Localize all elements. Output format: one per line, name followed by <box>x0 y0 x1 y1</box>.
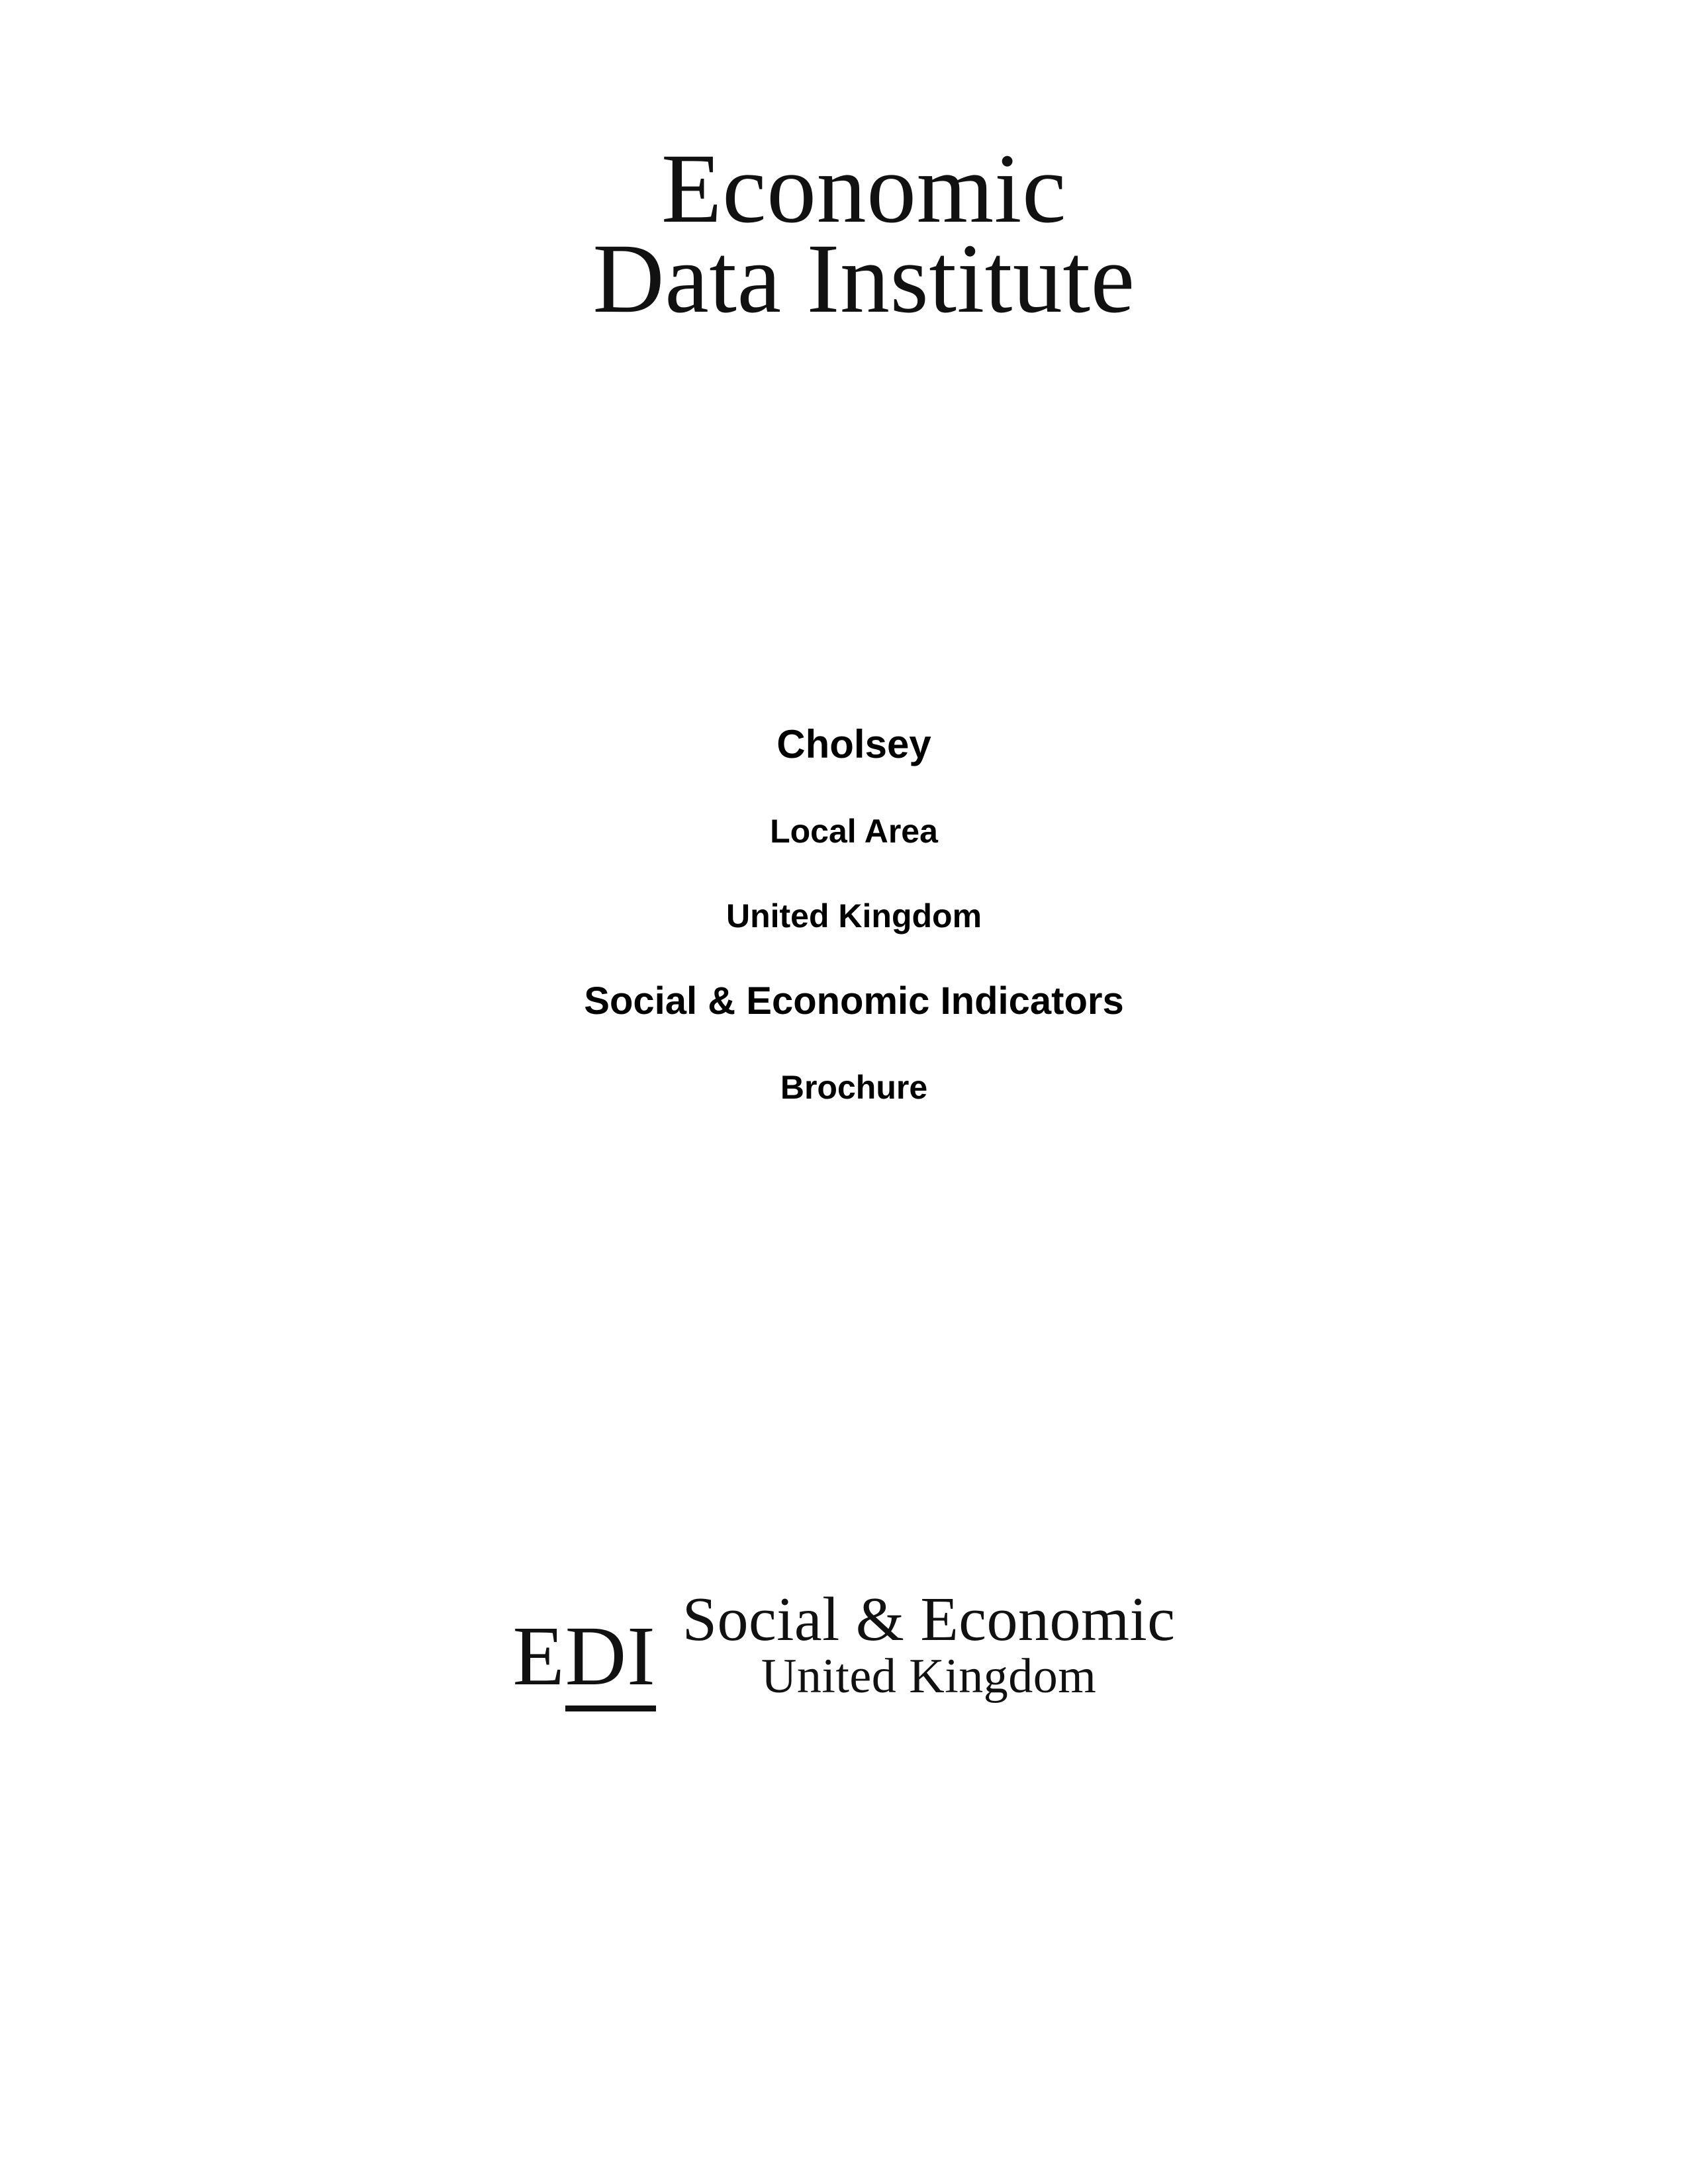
document-type-label: Brochure <box>780 1069 928 1106</box>
page-title: Cholsey <box>776 722 931 766</box>
brand-acronym-di: DI <box>565 1609 656 1711</box>
country-label: United Kingdom <box>726 897 982 934</box>
brand-acronym <box>512 1588 682 1703</box>
footer-brand-lockup <box>0 1585 1688 1704</box>
masthead-logo <box>0 134 1688 334</box>
brand-acronym-e: E <box>512 1609 565 1703</box>
brand-wordmark-line-2: United Kingdom <box>761 1649 1097 1704</box>
subject-label: Social & Economic Indicators <box>584 979 1124 1023</box>
title-block <box>0 721 1688 1107</box>
masthead-line-2: Data Institute <box>592 224 1135 334</box>
area-type-label: Local Area <box>770 813 938 850</box>
masthead-line-1: Economic <box>661 134 1067 244</box>
brand-wordmark-line-1: Social & Economic <box>682 1585 1176 1654</box>
brand-wordmark <box>682 1585 1176 1704</box>
